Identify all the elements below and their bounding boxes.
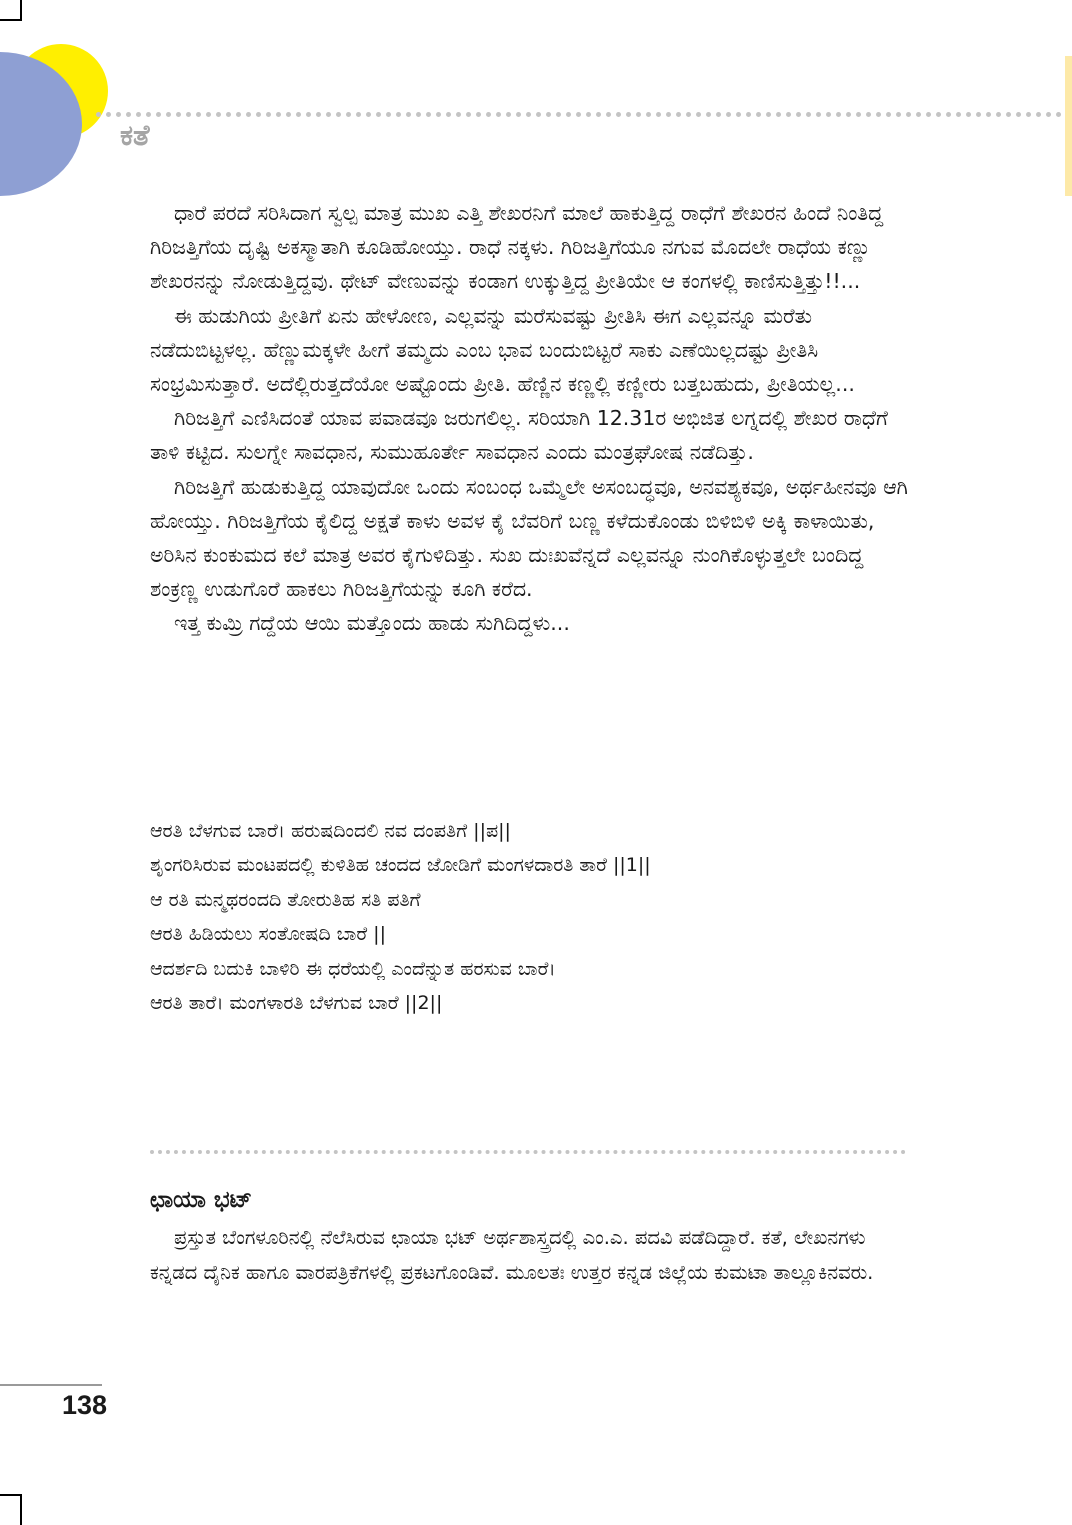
song-line: ಶೃಂಗರಿಸಿರುವ ಮಂಟಪದಲ್ಲಿ ಕುಳಿತಿಹ ಚಂದದ ಜೋಡಿಗೆ ಮಂಗಳದಾರತಿ ತಾರೆ ||1|| <box>150 854 651 877</box>
story-body <box>150 196 910 641</box>
decorative-side-bar <box>1065 56 1072 196</box>
section-label: ಕತೆ <box>120 118 150 152</box>
song-line: ಆರತಿ ಬೆಳಗುವ ಬಾರೆ। ಹರುಷದಿಂದಲಿ ನವ ದಂಪತಿಗೆ ||ಪ|| <box>150 820 511 842</box>
crop-mark-bottom-vertical <box>20 1494 22 1525</box>
page-number-rule <box>0 1384 102 1386</box>
story-paragraph: ಇತ್ತ ಕುಮ್ರಿ ಗದ್ದೆಯ ಆಯಿ ಮತ್ತೊಂದು ಹಾಡು ಸುಗಿದಿದ್ದಳು... <box>174 611 570 636</box>
author-dotted-divider <box>150 1150 906 1154</box>
author-name: ಛಾಯಾ ಭಟ್ <box>150 1187 253 1213</box>
story-paragraph: ಈ ಹುಡುಗಿಯ ಪ್ರೀತಿಗೆ ಏನು ಹೇಳೋಣ, ಎಲ್ಲವನ್ನು ಮರೆಸುವಷ್ಟು ಪ್ರೀತಿಸಿ ಈಗ ಎಲ್ಲವನ್ನೂ ಮರೆತು ನಡೆದುಬಿಟ್ಟಳಲ್ಲ. ಹೆಣ್ಣುಮಕ್ಕಳೇ ಹೀಗೆ ತಮ್ಮದು ಎಂಬ ಭಾವ ಬಂದುಬಿಟ್ಟರೆ ಸಾಕು ಎಣೆಯಿಲ್ಲದಷ್ಟು ಪ್ರೀತಿಸಿ ಸಂಭ್ರಮಿಸುತ್ತಾರೆ. ಅದೆಲ್ಲಿರುತ್ತದೆಯೋ ಅಷ್ಟೊಂದು ಪ್ರೀತಿ. ಹೆಣ್ಣಿನ ಕಣ್ಣಲ್ಲಿ ಕಣ್ಣೀರು ಬತ್ತಬಹುದು, ಪ್ರೀತಿಯಲ್ಲ... <box>150 303 855 397</box>
story-paragraph: ಧಾರೆ ಪರದೆ ಸರಿಸಿದಾಗ ಸ್ವಲ್ಪ ಮಾತ್ರ ಮುಖ ಎತ್ತಿ ಶೇಖರನಿಗೆ ಮಾಲೆ ಹಾಕುತ್ತಿದ್ದ ರಾಧೆಗೆ ಶೇಖರನ ಹಿಂದೆ ನಿಂತಿದ್ದ ಗಿರಿಜತ್ತಿಗೆಯ ದೃಷ್ಟಿ ಅಕಸ್ಮಾತಾಗಿ ಕೂಡಿಹೋಯ್ತು. ರಾಧೆ ನಕ್ಕಳು. ಗಿರಿಜತ್ತಿಗೆಯೂ ನಗುವ ಮೊದಲೇ ರಾಧೆಯ ಕಣ್ಣು ಶೇಖರನನ್ನು ನೋಡುತ್ತಿದ್ದವು. ಥೇಟ್ ವೇಣುವನ್ನು ಕಂಡಾಗ ಉಕ್ಕುತ್ತಿದ್ದ ಪ್ರೀತಿಯೇ ಆ ಕಂಗಳಲ್ಲಿ ಕಾಣಿಸುತ್ತಿತ್ತು!!... <box>150 201 884 294</box>
song-verses <box>150 814 910 1020</box>
crop-mark-bottom-horizontal <box>0 1494 22 1496</box>
song-line: ಆ ರತಿ ಮನ್ಮಥರಂದದಿ ತೋರುತಿಹ ಸತಿ ಪತಿಗೆ <box>150 888 421 911</box>
song-line: ಆರತಿ ಹಿಡಿಯಲು ಸಂತೋಷದಿ ಬಾರೆ || <box>150 923 386 946</box>
header-dotted-rule <box>96 112 1072 117</box>
song-line: ಆರತಿ ತಾರೆ। ಮಂಗಳಾರತಿ ಬೆಳಗುವ ಬಾರೆ ||2|| <box>150 992 443 1015</box>
crop-mark-top-vertical <box>20 0 22 20</box>
crop-mark-top-horizontal <box>0 19 22 21</box>
page-number: 138 <box>62 1390 108 1420</box>
story-paragraph: ಗಿರಿಜತ್ತಿಗೆ ಎಣಿಸಿದಂತೆ ಯಾವ ಪವಾಡವೂ ಜರುಗಲಿಲ್ಲ. ಸರಿಯಾಗಿ 12.31ರ ಅಭಿಜಿತ ಲಗ್ನದಲ್ಲಿ ಶೇಖರ ರಾಧೆಗೆ ತಾಳಿ ಕಟ್ಟಿದ. ಸುಲಗ್ನೇ ಸಾವಧಾನ, ಸುಮುಹೂರ್ತೇ ಸಾವಧಾನ ಎಂದು ಮಂತ್ರಘೋಷ ನಡೆದಿತ್ತು. <box>150 406 888 465</box>
story-paragraph: ಗಿರಿಜತ್ತಿಗೆ ಹುಡುಕುತ್ತಿದ್ದ ಯಾವುದೋ ಒಂದು ಸಂಬಂಧ ಒಮ್ಮೆಲೇ ಅಸಂಬದ್ಧವೂ, ಅನವಶ್ಯಕವೂ, ಅರ್ಥಹೀನವೂ ಆಗಿ ಹೋಯ್ತು. ಗಿರಿಜತ್ತಿಗೆಯ ಕೈಲಿದ್ದ ಅಕ್ಷತೆ ಕಾಳು ಅವಳ ಕೈ ಬೆವರಿಗೆ ಬಣ್ಣ ಕಳೆದುಕೊಂಡು ಬಿಳಿಬಿಳಿ ಅಕ್ಕಿ ಕಾಳಾಯಿತು, ಅರಿಸಿನ ಕುಂಕುಮದ ಕಲೆ ಮಾತ್ರ ಅವರ ಕೈಗುಳಿದಿತ್ತು. ಸುಖ ದುಃಖವೆನ್ನದೆ ಎಲ್ಲವನ್ನೂ ನುಂಗಿಕೊಳ್ಳುತ್ತಲೇ ಬಂದಿದ್ದ ಶಂಕ್ರಣ್ಣ ಉಡುಗೊರೆ ಹಾಕಲು ಗಿರಿಜತ್ತಿಗೆಯನ್ನು ಕೂಗಿ ಕರೆದ. <box>150 474 908 602</box>
author-bio: ಪ್ರಸ್ತುತ ಬೆಂಗಳೂರಿನಲ್ಲಿ ನೆಲೆಸಿರುವ ಛಾಯಾ ಭಟ್ ಅರ್ಥಶಾಸ್ತ್ರದಲ್ಲಿ ಎಂ.ಎ. ಪದವಿ ಪಡೆದಿದ್ದಾರೆ. ಕತೆ, ಲೇಖನಗಳು ಕನ್ನಡದ ದೈನಿಕ ಹಾಗೂ ವಾರಪತ್ರಿಕೆಗಳಲ್ಲಿ ಪ್ರಕಟಗೊಂಡಿವೆ. ಮೂಲತಃ ಉತ್ತರ ಕನ್ನಡ ಜಿಲ್ಲೆಯ ಕುಮಟಾ ತಾಲ್ಲೂಕಿನವರು. <box>150 1226 874 1284</box>
song-line: ಆದರ್ಶದಿ ಬದುಕಿ ಬಾಳಿರಿ ಈ ಧರೆಯಲ್ಲಿ ಎಂದೆನ್ನುತ ಹರಸುವ ಬಾರೆ। <box>150 957 556 980</box>
